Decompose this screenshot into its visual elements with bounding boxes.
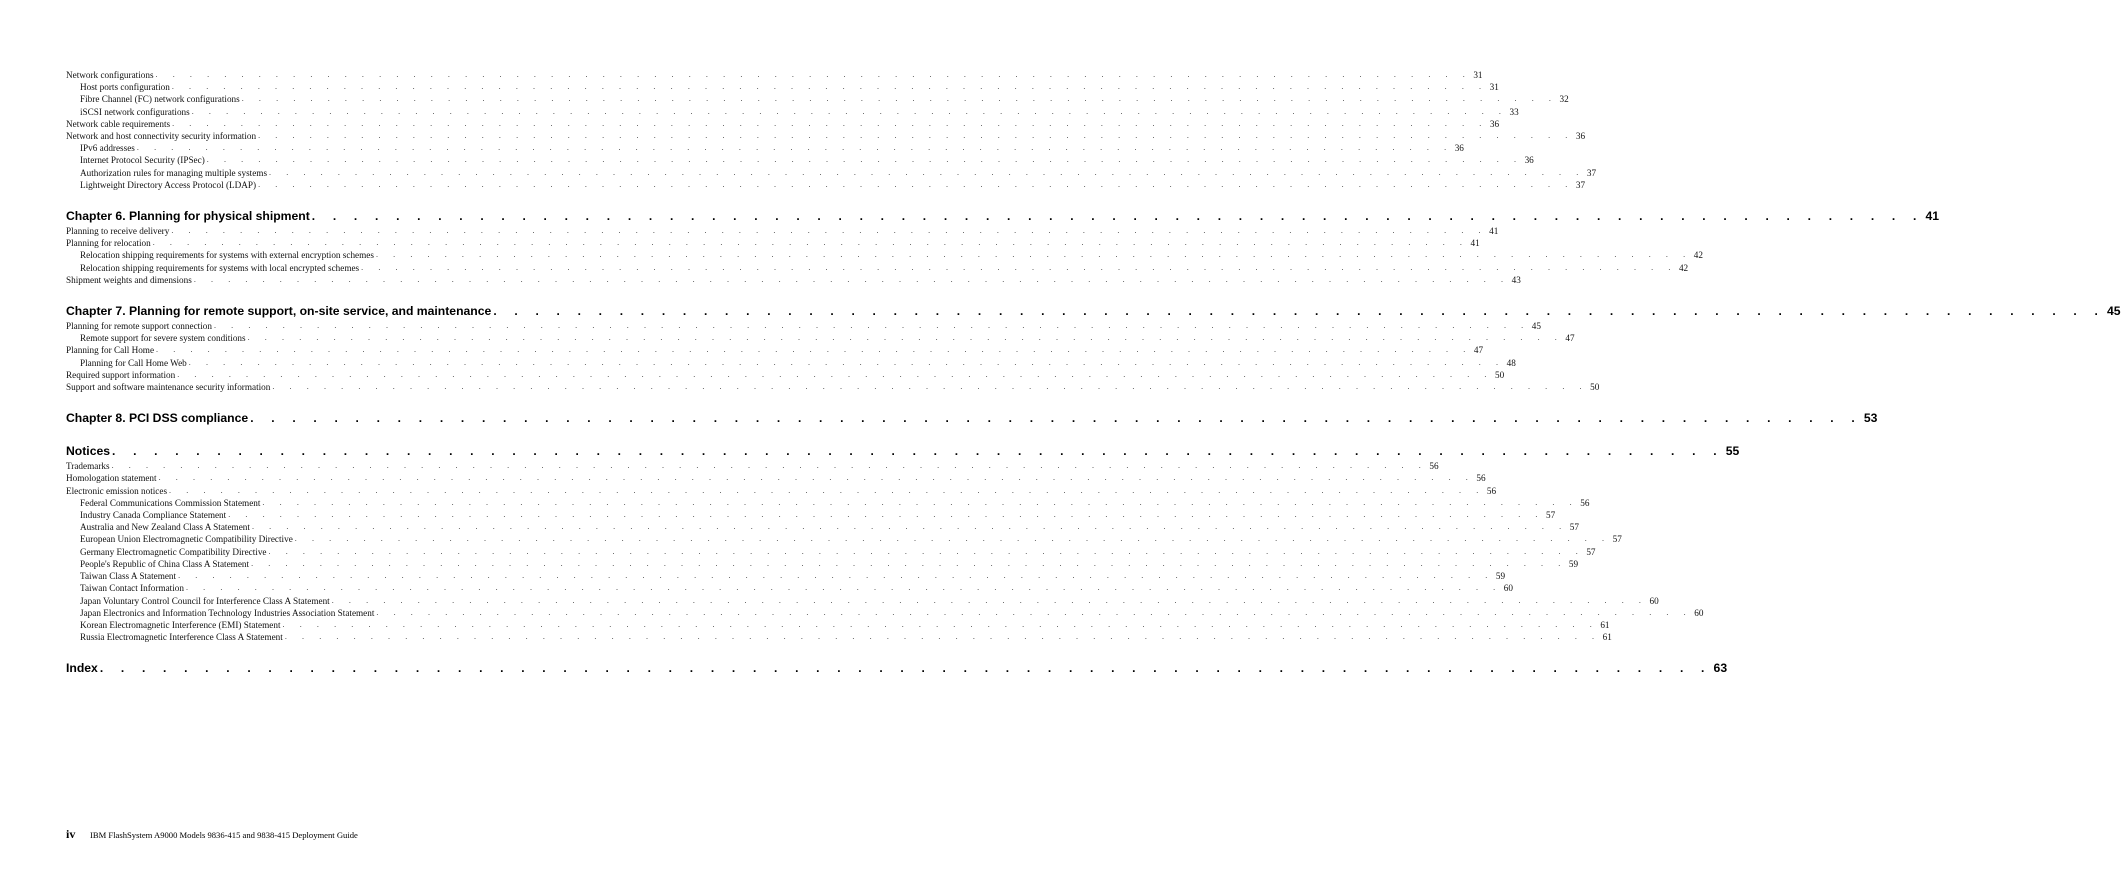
toc-page-number: 57	[1586, 546, 1596, 557]
toc-page-number: 56	[1476, 473, 1486, 484]
toc-page-number: 31	[1473, 70, 1483, 80]
toc-page-number: 36	[1524, 155, 1534, 166]
toc-page-number: 50	[1495, 369, 1505, 380]
dot-leader: . . . . . . . . . . . . . . . . . . . . . . . . . . . . . . . . . . . . . . . . . . . . . . . . . . . . . . . . . . . . . . . . . . . . . . . . . . . . .	[136, 143, 1453, 153]
toc-page-number: 60	[1694, 607, 1704, 618]
toc-entry-title: Russia Electromagnetic Interference Class A Statement	[80, 632, 283, 643]
toc-entry-title: Planning to receive delivery	[66, 226, 170, 237]
dot-leader: . . . . . . . . . . . . . . . . . . . . . . . . . . . . . . . . . . . . . . . . . . . . . . . . . . . . . . . . . . . . . . . . . . . . . . . . . . . . .	[284, 632, 1601, 642]
toc-entry[interactable]	[66, 344, 1484, 356]
toc-entry-title: People's Republic of China Class A Statement	[80, 558, 250, 569]
dot-leader: . . . . . . . . . . . . . . . . . . . . . . . . . . . . . . . . . . . . . . . . . . . . . . . . . . . . . . . . . . . . . . . . . . . . . . . . . . . . .	[247, 333, 1564, 343]
toc-subentry[interactable]	[66, 249, 1703, 261]
toc-entry-title: Network configurations	[66, 70, 154, 80]
dot-leader: . . . . . . . . . . . . . . . . . . . . . . . . . . . . . . . . . . . . . . . . . . . . . . . . . . . . . . . . . . . . . . . . . . . . . . . . . . . . .	[111, 461, 1428, 471]
toc-page-number: 45	[2107, 304, 2121, 319]
toc-chapter-heading[interactable]	[66, 443, 1740, 459]
toc-section	[66, 69, 1597, 191]
toc-page-number: 36	[1575, 131, 1586, 142]
dot-leader: . . . . . . . . . . . . . . . . . . . . . . . . . . . . . . . . . . . . . . . . . . . . . . . . . . . . . . . . . . . . . . . . . . . . . . . . . . . . .	[185, 583, 1502, 593]
toc-entry-title: Chapter 7. Planning for remote support, on-site service, and maintenance	[66, 304, 492, 319]
dot-leader: . . . . . . . . . . . . . . . . . . . . . . . . . . . . . . . . . . . . . . . . . . . . . . . . . . . . . . . . . . . . . . . . . . . . . . . . . . . . .	[213, 321, 1530, 331]
toc-entry-title: Notices	[66, 444, 111, 459]
dot-leader: . . . . . . . . . . . . . . . . . . . . . . . . . . . . . . . . . . . . . . . . . . . . . . . . . . . . . . . . . . . . . . . . . . . . . . . . . . . . .	[294, 534, 1611, 544]
toc-entry-title: Taiwan Class A Statement	[80, 571, 177, 582]
toc-page-number: 42	[1678, 262, 1689, 273]
toc-subentry[interactable]	[66, 497, 1590, 509]
toc-entry-title: Chapter 6. Planning for physical shipment	[66, 209, 310, 224]
toc-subentry[interactable]	[66, 154, 1534, 166]
toc-page-number: 31	[1489, 82, 1499, 93]
footer-page-number: iv	[66, 827, 76, 841]
toc-section	[66, 660, 1728, 676]
toc-page-number: 41	[1925, 209, 1940, 224]
dot-leader: . . . . . . . . . . . . . . . . . . . . . . . . . . . . . . . . . . . . . . . . . . . . . . . . . . . . . . . . . . . . . . . . . . . . . . . . . . . . .	[188, 357, 1505, 367]
toc-entry-title: Planning for remote support connection	[66, 321, 212, 332]
toc-page-number: 60	[1503, 583, 1513, 594]
toc-page-number: 43	[1511, 274, 1521, 285]
dot-leader: . . . . . . . . . . . . . . . . . . . . . . . . . . . . . . . . . . . . . . . . . . . . . . . . . . . . . . . . . . . . . . . . . . . . . . . . . . . . .	[258, 179, 1574, 189]
toc-page-number: 41	[1489, 226, 1499, 237]
toc-entry-title: European Union Electromagnetic Compatibility Directive	[80, 534, 293, 545]
toc-entry-title: Authorization rules for managing multiple systems	[80, 167, 268, 178]
dot-leader: . . . . . . . . . . . . . . . . . . . . . . . . . . . . . . . . . . . . . . . . . . . . . . . . . . . . . . . . . . . . . . . . . . . . . . . . . . . . .	[155, 70, 1472, 79]
toc-chapter-heading[interactable]	[66, 660, 1728, 676]
dot-leader: . . . . . . . . . . . . . . . . . . . . . . . . . . . . . . . . . . . . . . . . . . . . . . . . . . . . . . . . . . . . . . . . . . . . . . . . . . . . .	[262, 497, 1579, 507]
toc-entry-title: Internet Protocol Security (IPSec)	[80, 155, 205, 166]
toc-entry-title: Host ports configuration	[80, 82, 170, 93]
toc-entry-title: IPv6 addresses	[80, 143, 135, 154]
toc-page-number: 42	[1693, 250, 1703, 261]
dot-leader: . . . . . . . . . . . . . . . . . . . . . . . . . . . . . . . . . . . . . . . . . . . . . . . . . . . . . . . . . . . . . . . . . . . . . . . . . . . . .	[152, 238, 1469, 248]
toc-page-number: 63	[1713, 661, 1728, 676]
toc-page-number: 57	[1612, 534, 1622, 545]
toc-entry-title: Planning for Call Home	[66, 345, 155, 356]
toc-entry[interactable]	[66, 118, 1500, 130]
toc-subentry[interactable]	[66, 607, 1704, 619]
toc-entry-title: Shipment weights and dimensions	[66, 274, 192, 285]
toc-page-number: 37	[1586, 167, 1597, 178]
toc-entry[interactable]	[66, 460, 1439, 472]
toc-page-number: 61	[1602, 632, 1612, 643]
dot-leader: . . . . . . . . . . . . . . . . . . . . . . . . . . . . . . . . . . . . . . . . . . . . . . . . . . . . . . . . . . . . . . . . . . . . . . . . . . . . .	[191, 106, 1508, 116]
table-of-contents	[66, 69, 2121, 677]
toc-entry-title: Network cable requirements	[66, 118, 171, 129]
dot-leader: . . . . . . . . . . . . . . . . . . . . . . . . . . . . . . . . . . . . . . . . . . . . . . . . . . . . . . . . . . . . . . . . . . . . . . . . . . . . .	[171, 226, 1488, 236]
toc-subentry[interactable]	[66, 142, 1464, 154]
toc-subentry[interactable]	[66, 631, 1612, 643]
toc-subentry[interactable]	[66, 509, 1556, 521]
toc-page-number: 36	[1454, 143, 1464, 154]
toc-entry-title: Relocation shipping requirements for systems with external encryption schemes	[80, 250, 374, 261]
toc-subentry[interactable]	[66, 558, 1579, 570]
toc-entry-title: Australia and New Zealand Class A Statement	[80, 522, 250, 533]
dot-leader: . . . . . . . . . . . . . . . . . . . . . . . . . . . . . . . . . . . . . . . . . . . . . . . . . . . . . . . . . . . . . . . . . . . . . . . . . . . . .	[493, 304, 2106, 319]
toc-entry[interactable]	[66, 69, 1483, 81]
dot-leader: . . . . . . . . . . . . . . . . . . . . . . . . . . . . . . . . . . . . . . . . . . . . . . . . . . . . . . . . . . . . . . . . . . . . . . . . . . . . .	[268, 546, 1585, 556]
dot-leader: . . . . . . . . . . . . . . . . . . . . . . . . . . . . . . . . . . . . . . . . . . . . . . . . . . . . . . . . . . . . . . . . . . . . . . . . . . . . .	[331, 595, 1648, 605]
dot-leader: . . . . . . . . . . . . . . . . . . . . . . . . . . . . . . . . . . . . . . . . . . . . . . . . . . . . . . . . . . . . . . . . . . . . . . . . . . . . .	[158, 473, 1475, 483]
toc-chapter-heading[interactable]	[66, 303, 2121, 319]
toc-subentry[interactable]	[66, 582, 1513, 594]
dot-leader: . . . . . . . . . . . . . . . . . . . . . . . . . . . . . . . . . . . . . . . . . . . . . . . . . . . . . . . . . . . . . . . . . . . . . . . . . . . . .	[258, 131, 1574, 141]
toc-subentry[interactable]	[66, 521, 1579, 533]
toc-entry-title: Planning for relocation	[66, 238, 151, 249]
toc-entry-title: Taiwan Contact Information	[80, 583, 184, 594]
toc-entry[interactable]	[66, 274, 1521, 286]
toc-entry[interactable]	[66, 237, 1480, 249]
toc-entry[interactable]	[66, 320, 1541, 332]
toc-page-number: 45	[1531, 321, 1541, 332]
toc-subentry[interactable]	[66, 167, 1597, 179]
dot-leader: . . . . . . . . . . . . . . . . . . . . . . . . . . . . . . . . . . . . . . . . . . . . . . . . . . . . . . . . . . . . . . . . . . . . . . . . . . . . .	[250, 411, 1862, 426]
dot-leader: . . . . . . . . . . . . . . . . . . . . . . . . . . . . . . . . . . . . . . . . . . . . . . . . . . . . . . . . . . . . . . . . . . . . . . . . . . . . .	[269, 167, 1585, 177]
dot-leader: . . . . . . . . . . . . . . . . . . . . . . . . . . . . . . . . . . . . . . . . . . . . . . . . . . . . . . . . . . . . . . . . . . . . . . . . . . . . .	[178, 571, 1494, 581]
toc-subentry[interactable]	[66, 570, 1506, 582]
toc-entry[interactable]	[66, 369, 1505, 381]
toc-page-number: 53	[1863, 411, 1878, 426]
dot-leader: . . . . . . . . . . . . . . . . . . . . . . . . . . . . . . . . . . . . . . . . . . . . . . . . . . . . . . . . . . . . . . . . . . . . . . . . . . . . .	[99, 661, 1712, 676]
toc-page-number: 60	[1649, 595, 1659, 606]
toc-entry[interactable]	[66, 381, 1600, 393]
toc-entry-title: Index	[66, 661, 98, 676]
toc-section	[66, 303, 2121, 393]
toc-subentry[interactable]	[66, 546, 1596, 558]
dot-leader: . . . . . . . . . . . . . . . . . . . . . . . . . . . . . . . . . . . . . . . . . . . . . . . . . . . . . . . . . . . . . . . . . . . . . . . . . . . . .	[177, 369, 1494, 379]
toc-page-number: 37	[1575, 179, 1586, 190]
toc-subentry[interactable]	[66, 332, 1575, 344]
toc-section	[66, 443, 1740, 643]
toc-page-number: 56	[1486, 485, 1497, 496]
toc-page-number: 57	[1546, 510, 1556, 521]
toc-entry-title: iSCSI network configurations	[80, 106, 190, 117]
toc-entry-title: Germany Electromagnetic Compatibility Directive	[80, 546, 267, 557]
toc-page-number: 47	[1565, 333, 1575, 344]
toc-page-number: 41	[1470, 238, 1480, 249]
toc-entry-title: Japan Electronics and Information Technology Industries Association Statement	[80, 607, 375, 618]
toc-page-number: 50	[1590, 382, 1600, 393]
toc-entry[interactable]	[66, 485, 1497, 497]
toc-entry-title: Chapter 8. PCI DSS compliance	[66, 411, 249, 426]
toc-entry-title: Electronic emission notices	[66, 485, 168, 496]
toc-page-number: 36	[1489, 118, 1500, 129]
toc-section	[66, 410, 1878, 426]
dot-leader: . . . . . . . . . . . . . . . . . . . . . . . . . . . . . . . . . . . . . . . . . . . . . . . . . . . . . . . . . . . . . . . . . . . . . . . . . . . . .	[206, 155, 1523, 165]
dot-leader: . . . . . . . . . . . . . . . . . . . . . . . . . . . . . . . . . . . . . . . . . . . . . . . . . . . . . . . . . . . . . . . . . . . . . . . . . . . . .	[228, 510, 1545, 520]
toc-section	[66, 208, 1940, 286]
toc-page-number: 47	[1473, 345, 1484, 356]
toc-page-number: 57	[1569, 522, 1579, 533]
toc-entry-title: Homologation statement	[66, 473, 157, 484]
toc-page-number: 55	[1725, 444, 1740, 459]
toc-entry-title: Network and host connectivity security information	[66, 131, 257, 142]
toc-entry[interactable]	[66, 472, 1486, 484]
dot-leader: . . . . . . . . . . . . . . . . . . . . . . . . . . . . . . . . . . . . . . . . . . . . . . . . . . . . . . . . . . . . . . . . . . . . . . . . . . . . .	[251, 558, 1567, 568]
dot-leader: . . . . . . . . . . . . . . . . . . . . . . . . . . . . . . . . . . . . . . . . . . . . . . . . . . . . . . . . . . . . . . . . . . . . . . . . . . . . .	[251, 522, 1568, 532]
toc-subentry[interactable]	[66, 179, 1586, 191]
toc-subentry[interactable]	[66, 619, 1610, 631]
toc-entry-title: Planning for Call Home Web	[80, 357, 187, 368]
dot-leader: . . . . . . . . . . . . . . . . . . . . . . . . . . . . . . . . . . . . . . . . . . . . . . . . . . . . . . . . . . . . . . . . . . . . . . . . . . . . .	[282, 619, 1599, 629]
dot-leader: . . . . . . . . . . . . . . . . . . . . . . . . . . . . . . . . . . . . . . . . . . . . . . . . . . . . . . . . . . . . . . . . . . . . . . . . . . . . .	[193, 274, 1510, 284]
dot-leader: . . . . . . . . . . . . . . . . . . . . . . . . . . . . . . . . . . . . . . . . . . . . . . . . . . . . . . . . . . . . . . . . . . . . . . . . . . . . .	[156, 345, 1472, 355]
toc-entry-title: Federal Communications Commission Statement	[80, 497, 261, 508]
toc-page-number: 56	[1429, 461, 1439, 472]
toc-chapter-heading[interactable]	[66, 208, 1940, 224]
toc-page-number: 33	[1509, 106, 1519, 117]
toc-page-number: 61	[1600, 619, 1610, 630]
toc-entry-title: Trademarks	[66, 461, 110, 472]
toc-page-number: 48	[1506, 357, 1516, 368]
toc-subentry[interactable]	[66, 533, 1622, 545]
toc-chapter-heading[interactable]	[66, 410, 1878, 426]
toc-entry-title: Remote support for severe system conditions	[80, 333, 246, 344]
dot-leader: . . . . . . . . . . . . . . . . . . . . . . . . . . . . . . . . . . . . . . . . . . . . . . . . . . . . . . . . . . . . . . . . . . . . . . . . . . . . .	[361, 262, 1677, 272]
dot-leader: . . . . . . . . . . . . . . . . . . . . . . . . . . . . . . . . . . . . . . . . . . . . . . . . . . . . . . . . . . . . . . . . . . . . . . . . . . . . .	[375, 250, 1692, 260]
toc-subentry[interactable]	[66, 106, 1519, 118]
dot-leader: . . . . . . . . . . . . . . . . . . . . . . . . . . . . . . . . . . . . . . . . . . . . . . . . . . . . . . . . . . . . . . . . . . . . . . . . . . . . .	[112, 444, 1724, 459]
toc-page-number: 56	[1580, 497, 1590, 508]
page-footer	[66, 827, 358, 842]
dot-leader: . . . . . . . . . . . . . . . . . . . . . . . . . . . . . . . . . . . . . . . . . . . . . . . . . . . . . . . . . . . . . . . . . . . . . . . . . . . . .	[376, 607, 1693, 617]
dot-leader: . . . . . . . . . . . . . . . . . . . . . . . . . . . . . . . . . . . . . . . . . . . . . . . . . . . . . . . . . . . . . . . . . . . . . . . . . . . . .	[272, 382, 1589, 392]
toc-entry-title: Industry Canada Compliance Statement	[80, 510, 227, 521]
toc-entry-title: Support and software maintenance security information	[66, 382, 271, 393]
toc-page-number: 59	[1568, 558, 1579, 569]
toc-subentry[interactable]	[66, 81, 1499, 93]
toc-entry-title: Relocation shipping requirements for systems with local encrypted schemes	[80, 262, 360, 273]
dot-leader: . . . . . . . . . . . . . . . . . . . . . . . . . . . . . . . . . . . . . . . . . . . . . . . . . . . . . . . . . . . . . . . . . . . . . . . . . . . . .	[311, 209, 1924, 224]
dot-leader: . . . . . . . . . . . . . . . . . . . . . . . . . . . . . . . . . . . . . . . . . . . . . . . . . . . . . . . . . . . . . . . . . . . . . . . . . . . . .	[241, 94, 1558, 104]
toc-entry[interactable]	[66, 225, 1499, 237]
toc-subentry[interactable]	[66, 262, 1689, 274]
dot-leader: . . . . . . . . . . . . . . . . . . . . . . . . . . . . . . . . . . . . . . . . . . . . . . . . . . . . . . . . . . . . . . . . . . . . . . . . . . . . .	[172, 118, 1488, 128]
toc-page-number: 32	[1559, 94, 1569, 105]
footer-document-title: IBM FlashSystem A9000 Models 9836-415 and 9838-415 Deployment Guide	[90, 830, 358, 840]
toc-entry-title: Lightweight Directory Access Protocol (LDAP)	[80, 179, 257, 190]
toc-page-number: 59	[1495, 571, 1506, 582]
toc-entry-title: Japan Voluntary Control Council for Interference Class A Statement	[80, 595, 330, 606]
toc-subentry[interactable]	[66, 357, 1516, 369]
toc-entry[interactable]	[66, 130, 1586, 142]
toc-entry-title: Required support information	[66, 369, 176, 380]
toc-subentry[interactable]	[66, 595, 1659, 607]
toc-entry-title: Fibre Channel (FC) network configurations	[80, 94, 240, 105]
toc-subentry[interactable]	[66, 93, 1569, 105]
dot-leader: . . . . . . . . . . . . . . . . . . . . . . . . . . . . . . . . . . . . . . . . . . . . . . . . . . . . . . . . . . . . . . . . . . . . . . . . . . . . .	[171, 82, 1488, 92]
dot-leader: . . . . . . . . . . . . . . . . . . . . . . . . . . . . . . . . . . . . . . . . . . . . . . . . . . . . . . . . . . . . . . . . . . . . . . . . . . . . .	[169, 485, 1485, 495]
toc-entry-title: Korean Electromagnetic Interference (EMI) Statement	[80, 619, 281, 630]
